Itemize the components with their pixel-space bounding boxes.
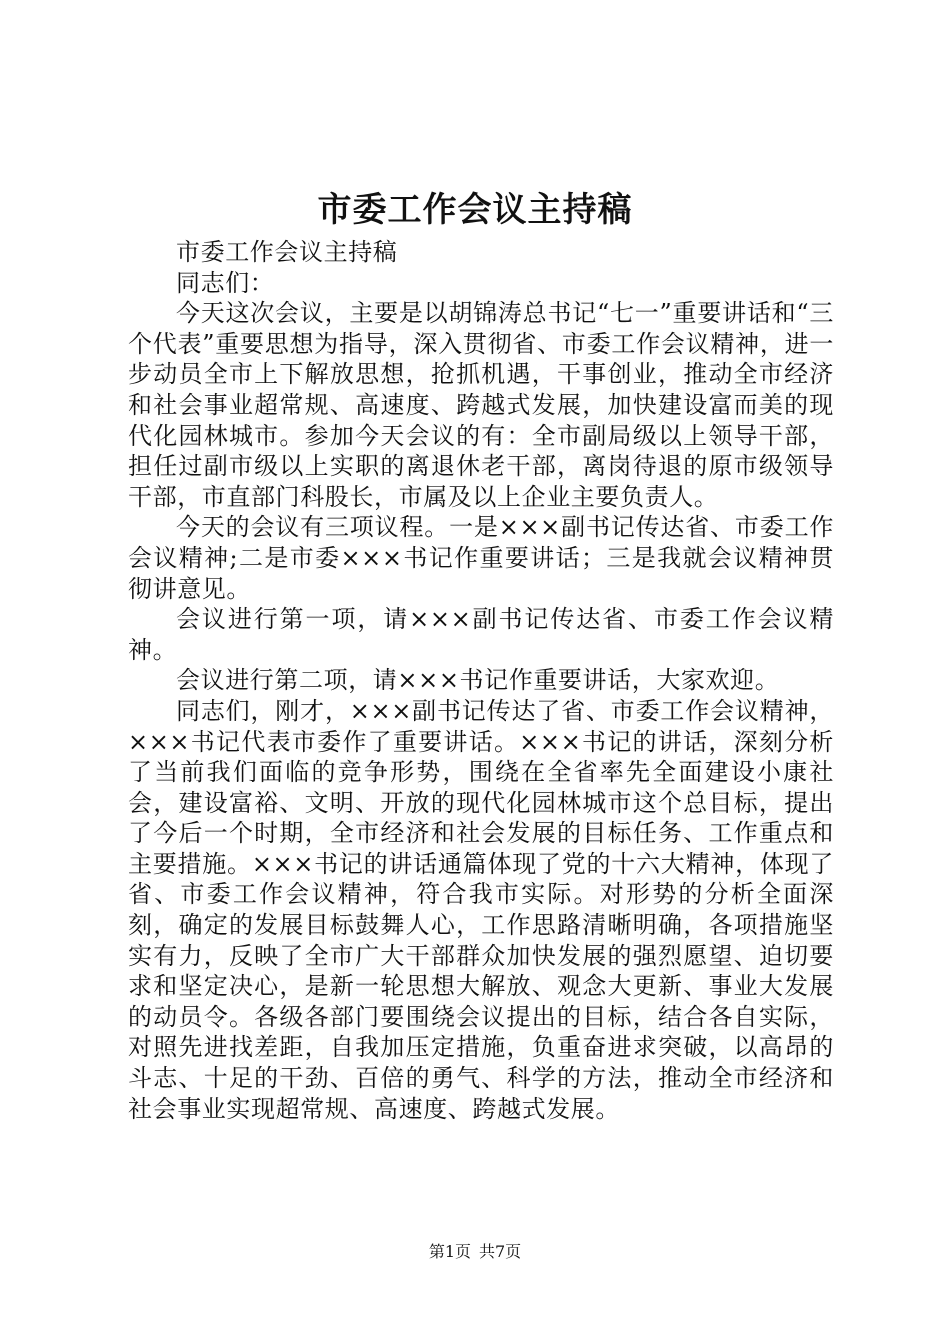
page-total: 共7页 (479, 1242, 522, 1261)
document-body (128, 237, 834, 1124)
paragraph: 同志们，刚才，×××副书记传达了省、市委工作会议精神，×××书记代表市委作了重要讲话。×××书记的讲话，深刻分析了当前我们面临的竞争形势，围绕在全省率先全面建设小康社会，建设富裕、文明、开放的现代化园林城市这个总目标，提出了今后一个时期，全市经济和社会发展的目标任务、工作重点和主要措施。×××书记的讲话通篇体现了党的十六大精神，体现了省、市委工作会议精神，符合我市实际。对形势的分析全面深刻，确定的发展目标鼓舞人心，工作思路清晰明确，各项措施坚实有力，反映了全市广大干部群众加快发展的强烈愿望、迫切要求和坚定决心，是新一轮思想大解放、观念大更新、事业大发展的动员令。各级各部门要围绕会议提出的目标，结合各自实际，对照先进找差距，自我加压定措施，负重奋进求突破，以高昂的斗志、十足的干劲、百倍的勇气、科学的方法，推动全市经济和社会事业实现超常规、高速度、跨越式发展。 (128, 696, 834, 1123)
paragraph: 会议进行第二项，请×××书记作重要讲话，大家欢迎。 (176, 666, 780, 695)
page-footer (0, 1242, 950, 1262)
paragraph-heading: 市委工作会议主持稿 (176, 238, 398, 266)
document-title: 市委工作会议主持稿 (317, 190, 633, 230)
paragraph: 会议进行第一项，请×××副书记传达省、市委工作会议精神。 (128, 605, 834, 664)
page-number: 第1页 (428, 1242, 471, 1261)
paragraph: 今天这次会议，主要是以胡锦涛总书记“七一”重要讲话和“三个代表”重要思想为指导，深入贯彻省、市委工作会议精神，进一步动员全市上下解放思想，抢抓机遇，干事创业，推动全市经济和社会事业超常规、高速度、跨越式发展，加快建设富而美的现代化园林城市。参加今天会议的有：全市副局级以上领导干部，担任过副市级以上实职的离退休老干部，离岗待退的原市级领导干部，市直部门科股长，市属及以上企业主要负责人。 (128, 299, 834, 511)
paragraph: 今天的会议有三项议程。一是×××副书记传达省、市委工作会议精神;二是市委×××书记作重要讲话；三是我就会议精神贯彻讲意见。 (128, 513, 834, 603)
paragraph-salutation: 同志们： (176, 268, 275, 297)
